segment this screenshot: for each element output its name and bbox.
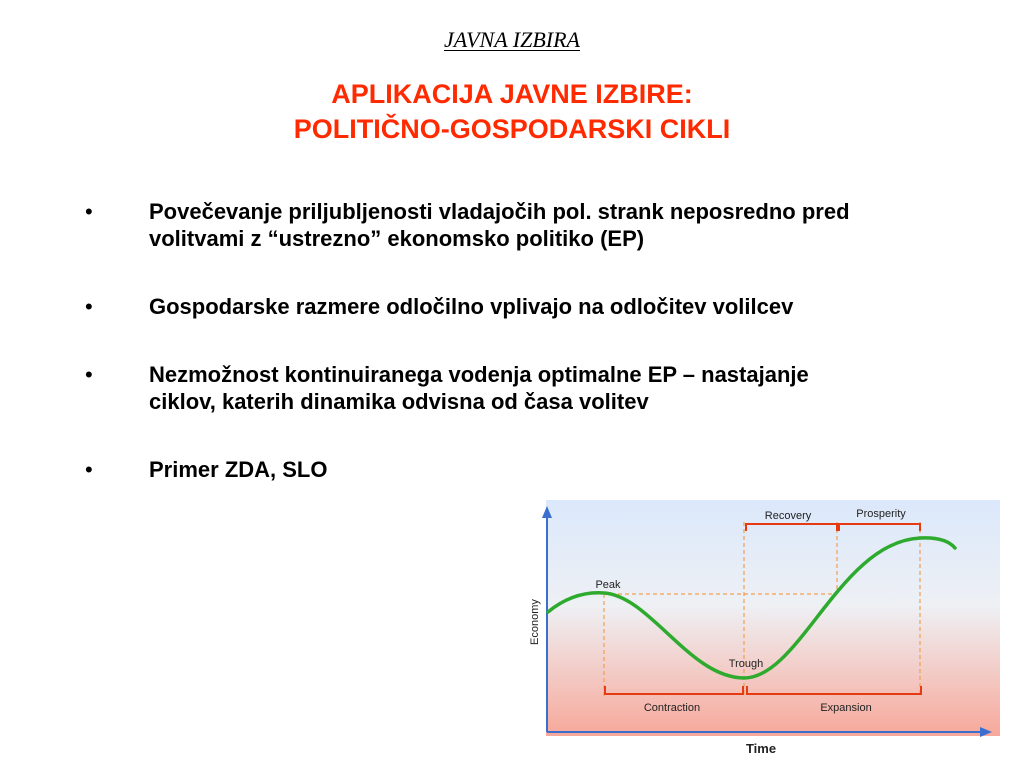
bullet-text: Povečevanje priljubljenosti vladajočih pol. strank neposredno pred volitvami z “ustrezno” ekonomsko politiko (EP) xyxy=(149,199,850,251)
business-cycle-diagram xyxy=(500,500,1000,768)
recovery-label: Recovery xyxy=(764,510,812,522)
x-axis-label: Time xyxy=(745,741,777,756)
header-title: JAVNA IZBIRA xyxy=(444,27,580,52)
y-axis-label: Economy xyxy=(529,599,541,645)
slide-title-line-1: APLIKACIJA JAVNE IZBIRE: xyxy=(331,79,693,109)
prosperity-label: Prosperity xyxy=(856,508,906,520)
bullet-item xyxy=(85,456,885,483)
bullet-icon: • xyxy=(85,294,93,319)
bullet-text: Nezmožnost kontinuiranega vodenja optimalne EP – nastajanje ciklov, katerih dinamika odvisna od časa volitev xyxy=(149,362,809,414)
trough-label: Trough xyxy=(728,658,764,670)
bullet-icon: • xyxy=(85,457,93,482)
contraction-label: Contraction xyxy=(643,702,701,714)
diagram-background xyxy=(546,500,1000,736)
slide-title-line-2: POLITIČNO-GOSPODARSKI CIKLI xyxy=(293,114,731,144)
bullet-icon: • xyxy=(85,362,93,387)
bullet-text: Gospodarske razmere odločilno vplivajo na odločitev volilcev xyxy=(149,294,794,319)
slide-title xyxy=(0,77,1024,147)
business-cycle-svg xyxy=(500,500,1000,768)
bullet-list xyxy=(85,198,885,483)
bullet-text: Primer ZDA, SLO xyxy=(149,457,328,482)
expansion-label: Expansion xyxy=(820,702,872,714)
bullet-item xyxy=(85,198,885,252)
bullet-item xyxy=(85,293,885,320)
bullet-icon: • xyxy=(85,199,93,224)
peak-label: Peak xyxy=(595,579,621,591)
bullet-item xyxy=(85,361,849,415)
